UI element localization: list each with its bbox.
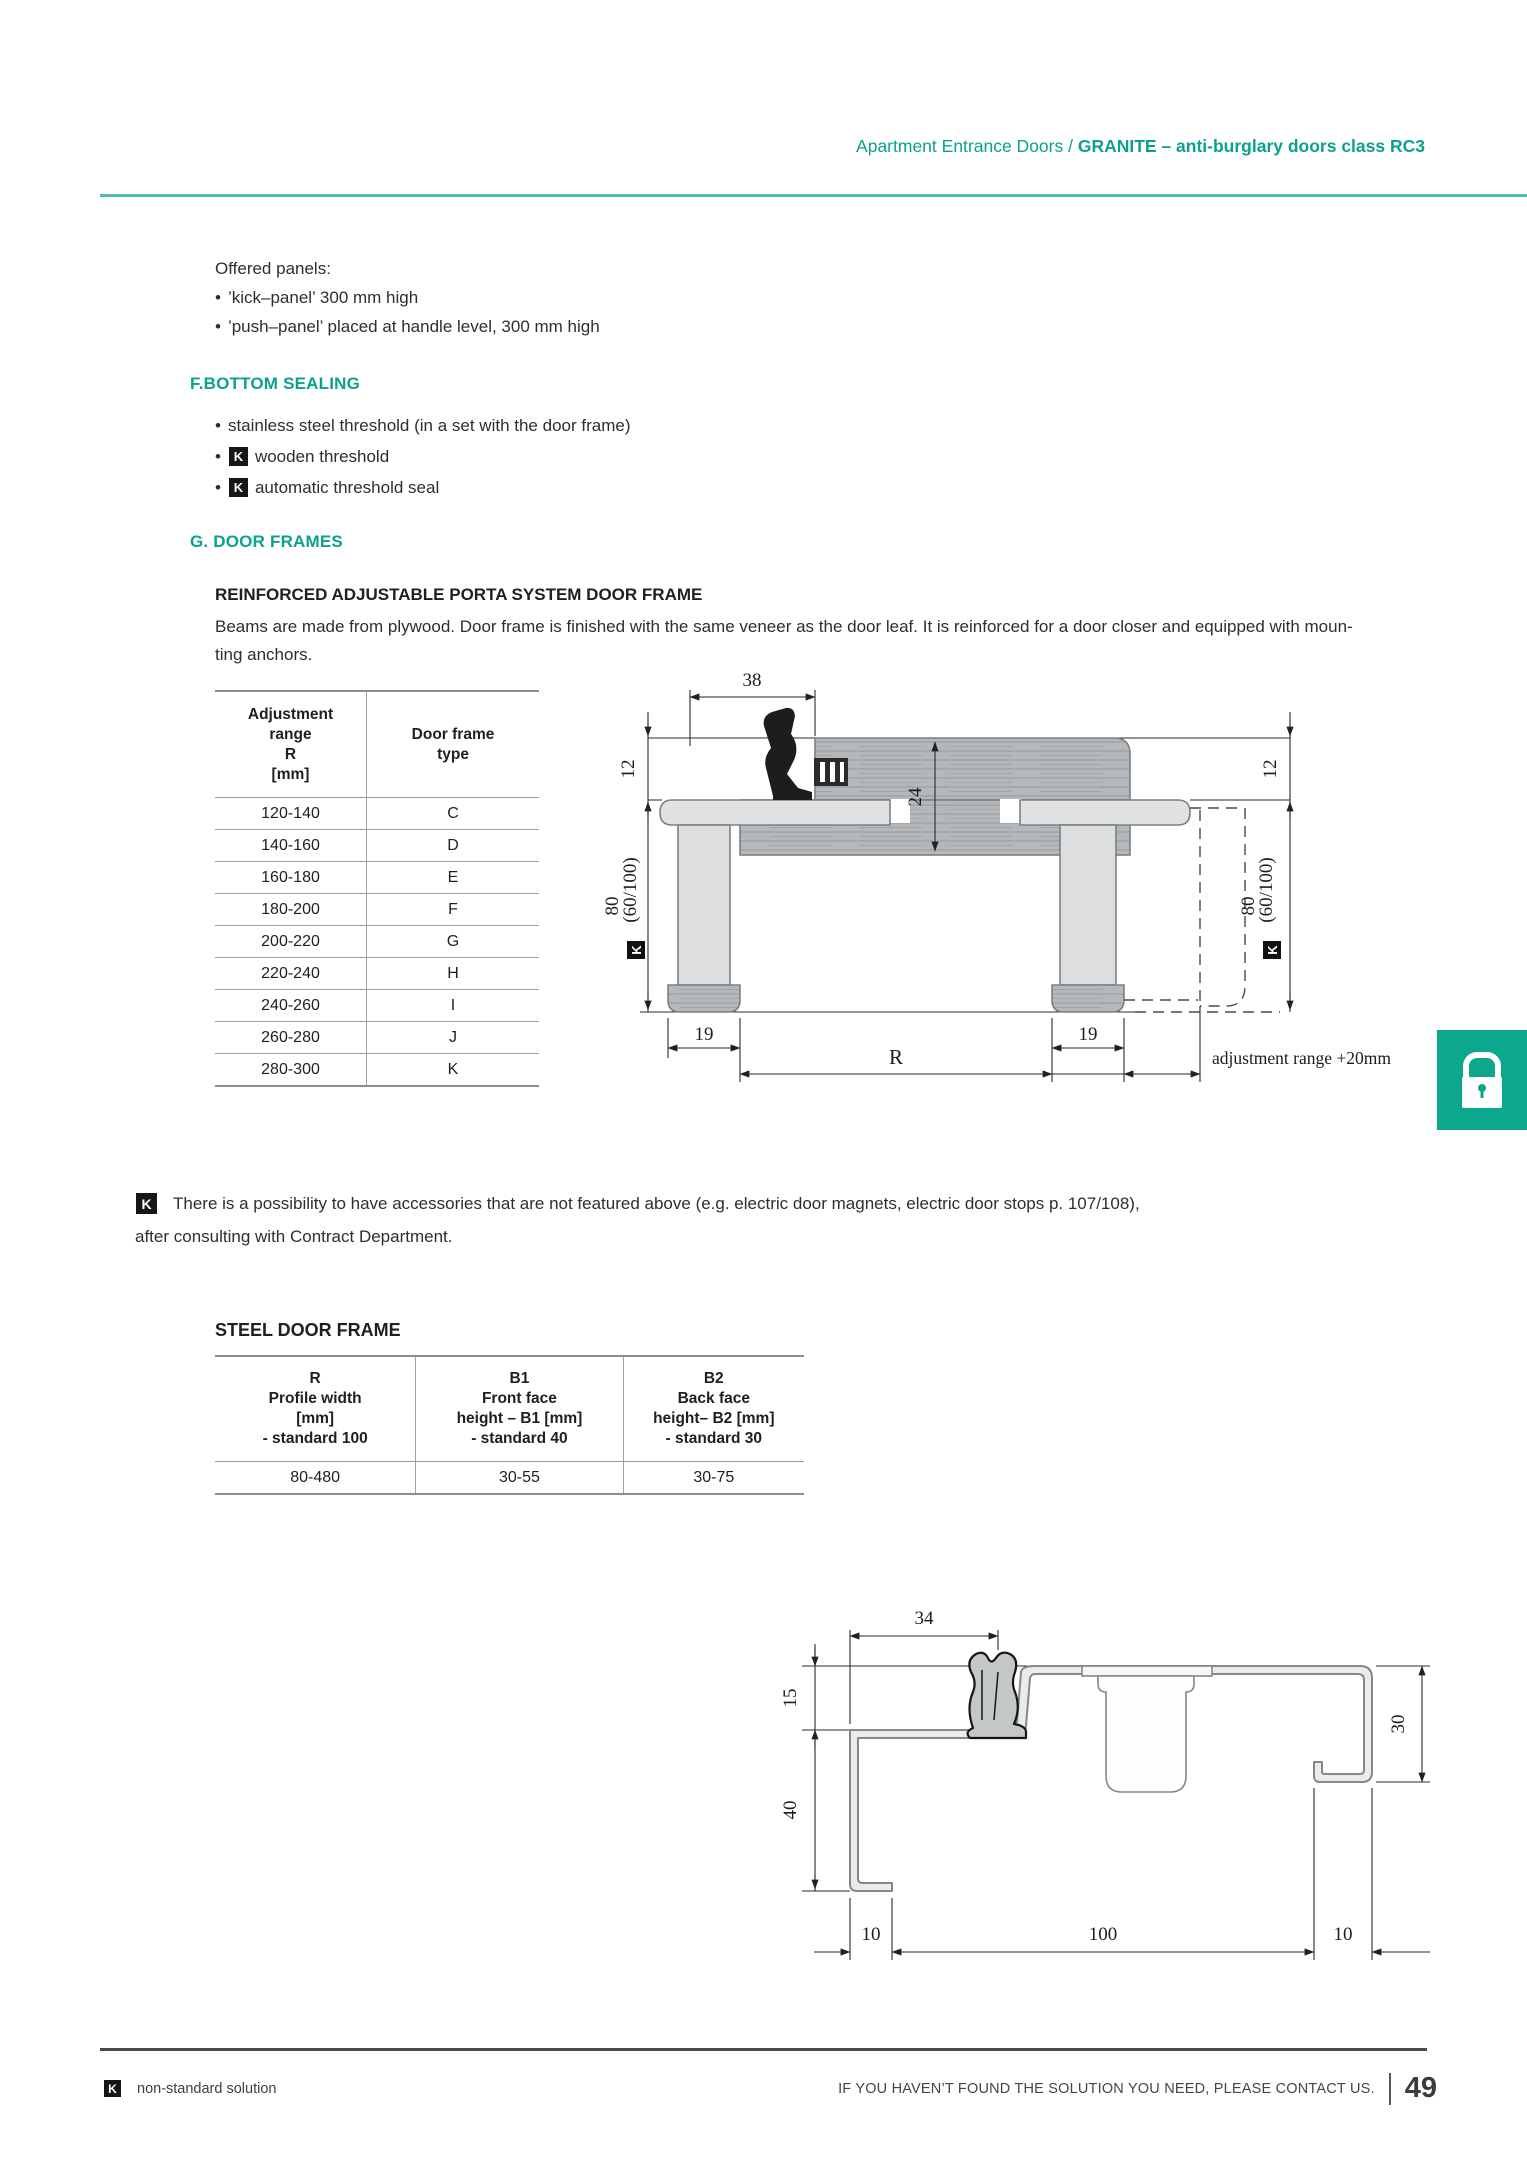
jamb-leg-left [678, 825, 730, 985]
list-item [215, 284, 600, 312]
section-f-list [215, 410, 630, 503]
rebate-gap-right [1000, 799, 1022, 823]
table-cell: J [367, 1022, 540, 1054]
header-line: [mm] [296, 1410, 335, 1427]
table-cell: 200-220 [215, 926, 367, 958]
column-header-front-face [416, 1356, 623, 1462]
note-text: There is a possibility to have accessories that are not featured above (e.g. electric door magnets, electric door stops p. 107/108), [173, 1193, 1140, 1213]
bullet-dot: • [215, 477, 221, 497]
bullet-dot: • [215, 317, 221, 336]
table-row [215, 990, 539, 1022]
table-row [215, 894, 539, 926]
section-f-heading: F.BOTTOM SEALING [190, 374, 361, 393]
header-line: - standard 100 [262, 1430, 368, 1447]
table-body [215, 1462, 804, 1495]
note-line: after consulting with Contract Department. [135, 1227, 453, 1246]
table-header-row [215, 1356, 804, 1462]
dim-label-100: 100 [1088, 1924, 1118, 1945]
column-header-profile-width [215, 1356, 416, 1462]
header-line: height – B1 [mm] [456, 1410, 583, 1427]
list-item [215, 313, 600, 341]
dim-label-12-left: 12 [618, 759, 639, 779]
list-item-text: automatic threshold seal [254, 477, 440, 497]
dim-label-40: 40 [780, 1800, 801, 1820]
frame-head-beam [815, 738, 1130, 800]
steel-frame-drawing [730, 1580, 1450, 2000]
header-line: Back face [677, 1390, 750, 1407]
header-line: B2 [703, 1370, 724, 1387]
security-section-tab [1437, 1030, 1527, 1130]
seal-gasket [764, 708, 812, 800]
k-logo-icon: K [229, 447, 248, 466]
table-row [215, 1462, 804, 1495]
table-cell: 80-480 [215, 1462, 416, 1495]
table-cell: F [367, 894, 540, 926]
dim-label-34: 34 [914, 1608, 934, 1629]
mounting-anchor-cup [1098, 1676, 1194, 1792]
svg-text:K: K [1265, 945, 1280, 955]
table-row [215, 798, 539, 830]
paragraph-line: Beams are made from plywood. Door frame is finished with the same veneer as the door leaf. It is reinforced for a door closer and equipped with moun- [215, 617, 1353, 636]
dim-label-19-left: 19 [694, 1024, 714, 1045]
accessories-note [135, 1193, 1295, 1247]
adjustable-frame-drawing [590, 650, 1430, 1090]
header-line: B1 [509, 1370, 530, 1387]
header-line: R [309, 1370, 321, 1387]
list-item [215, 472, 630, 503]
table-header [215, 691, 539, 798]
anchor-slot [820, 762, 825, 782]
table-header-row [215, 691, 539, 798]
porta-frame-subheading: REINFORCED ADJUSTABLE PORTA SYSTEM DOOR FRAME [215, 585, 703, 604]
section-g-heading: G. DOOR FRAMES [190, 532, 343, 551]
header-line: [mm] [271, 766, 310, 783]
header-line: Profile width [268, 1390, 362, 1407]
list-item [215, 441, 630, 472]
table-cell: C [367, 798, 540, 830]
page-number: 49 [1404, 2072, 1437, 2104]
table-row [215, 862, 539, 894]
list-item-text: ’push–panel’ placed at handle level, 300 mm high [227, 317, 600, 336]
bullet-dot: • [215, 446, 221, 466]
table-cell: 260-280 [215, 1022, 367, 1054]
steel-frame-heading: STEEL DOOR FRAME [215, 1320, 401, 1340]
table-row [215, 1022, 539, 1054]
dim-label-R: R [888, 1045, 904, 1069]
column-header-door-frame-type [367, 691, 540, 798]
anchor-slot [830, 762, 835, 782]
table-cell: 240-260 [215, 990, 367, 1022]
table-cell: 120-140 [215, 798, 367, 830]
table-cell: H [367, 958, 540, 990]
header-line: Front face [481, 1390, 557, 1407]
table-cell: 220-240 [215, 958, 367, 990]
table-row [215, 958, 539, 990]
breadcrumb: Apartment Entrance Doors / [856, 136, 1078, 156]
table-cell: D [367, 830, 540, 862]
list-item-text: ’kick–panel’ 300 mm high [227, 288, 419, 307]
list-item [215, 410, 630, 441]
header-line: range [269, 726, 312, 743]
footer-divider [1389, 2073, 1391, 2105]
bullet-dot: • [215, 288, 221, 307]
table-cell: G [367, 926, 540, 958]
table-cell: 160-180 [215, 862, 367, 894]
table-cell: 280-300 [215, 1054, 367, 1087]
list-item-text: wooden threshold [254, 446, 390, 466]
table-cell: 30-55 [416, 1462, 623, 1495]
architrave-flange-right [1020, 800, 1190, 825]
header-line: height– B2 [mm] [653, 1410, 775, 1427]
header-line: - standard 30 [665, 1430, 763, 1447]
footer-legend [103, 2080, 276, 2097]
steel-frame-table [215, 1355, 804, 1495]
architrave-flange-left [660, 800, 890, 825]
table-row [215, 1054, 539, 1087]
jamb-foot-right [1052, 985, 1124, 1012]
adjustment-range-table [215, 690, 539, 1087]
dim-label-24: 24 [905, 787, 926, 807]
padlock-icon [1463, 1052, 1501, 1078]
dim-label-10-left: 10 [861, 1924, 881, 1945]
table-cell: E [367, 862, 540, 894]
page-header [856, 136, 1425, 157]
dim-label-12-right: 12 [1260, 759, 1281, 779]
padlock-body [1462, 1077, 1502, 1108]
page-title: GRANITE – anti-burglary doors class RC3 [1077, 136, 1425, 156]
k-logo-icon: K [104, 2080, 121, 2097]
table-row [215, 830, 539, 862]
header-line: type [437, 746, 469, 763]
table-row [215, 926, 539, 958]
footer-contact [838, 2072, 1437, 2105]
footer-rule [100, 2048, 1427, 2051]
header-line: R [284, 746, 297, 763]
column-header-back-face [623, 1356, 804, 1462]
dim-label-38: 38 [742, 670, 762, 691]
offered-panels-lead: Offered panels: [215, 259, 331, 278]
svg-text:K: K [629, 945, 644, 955]
table-cell: K [367, 1054, 540, 1087]
dim-label-range-left: (60/100) [620, 857, 641, 923]
k-logo-icon: K [229, 478, 248, 497]
footer-legend-text: non-standard solution [137, 2080, 277, 2097]
ext-line [668, 1006, 1200, 1082]
dim-label-30: 30 [1388, 1714, 1409, 1734]
adjustment-range-note: adjustment range +20mm [1212, 1048, 1391, 1068]
table-cell: 30-75 [623, 1462, 804, 1495]
offered-panels-block [215, 254, 600, 341]
list-item-text: stainless steel threshold (in a set with the door frame) [227, 415, 631, 435]
bullet-dot: • [215, 415, 221, 435]
dim-label-15: 15 [780, 1688, 801, 1708]
note-line [135, 1193, 1295, 1214]
k-logo-icon: K [136, 1193, 157, 1214]
jamb-foot-left [668, 985, 740, 1012]
dim-label-range-right: (60/100) [1256, 857, 1277, 923]
dim-label-80-left: 80 [602, 896, 623, 916]
column-header-adjustment-range [215, 691, 367, 798]
dim-label-80-right: 80 [1238, 896, 1259, 916]
header-line: Door frame [411, 726, 495, 743]
anchor-plate [1082, 1666, 1212, 1676]
footer-contact-text: IF YOU HAVEN’T FOUND THE SOLUTION YOU NEED, PLEASE CONTACT US. [838, 2080, 1375, 2097]
header-line: Adjustment [247, 706, 334, 723]
dim-label-19-right: 19 [1078, 1024, 1098, 1045]
dim-label-10-right: 10 [1333, 1924, 1353, 1945]
table-cell: 180-200 [215, 894, 367, 926]
jamb-leg-right [1060, 825, 1116, 985]
table-cell: I [367, 990, 540, 1022]
adjustment-table-body [215, 798, 539, 1087]
paragraph-line: ting anchors. [215, 645, 313, 664]
table-cell: 140-160 [215, 830, 367, 862]
keyhole [1478, 1084, 1486, 1092]
k-logo-icon [627, 941, 645, 959]
k-logo-icon [1263, 941, 1281, 959]
anchor-slot [840, 762, 844, 782]
table-header [215, 1356, 804, 1462]
header-line: - standard 40 [471, 1430, 568, 1447]
header-rule [100, 194, 1527, 197]
